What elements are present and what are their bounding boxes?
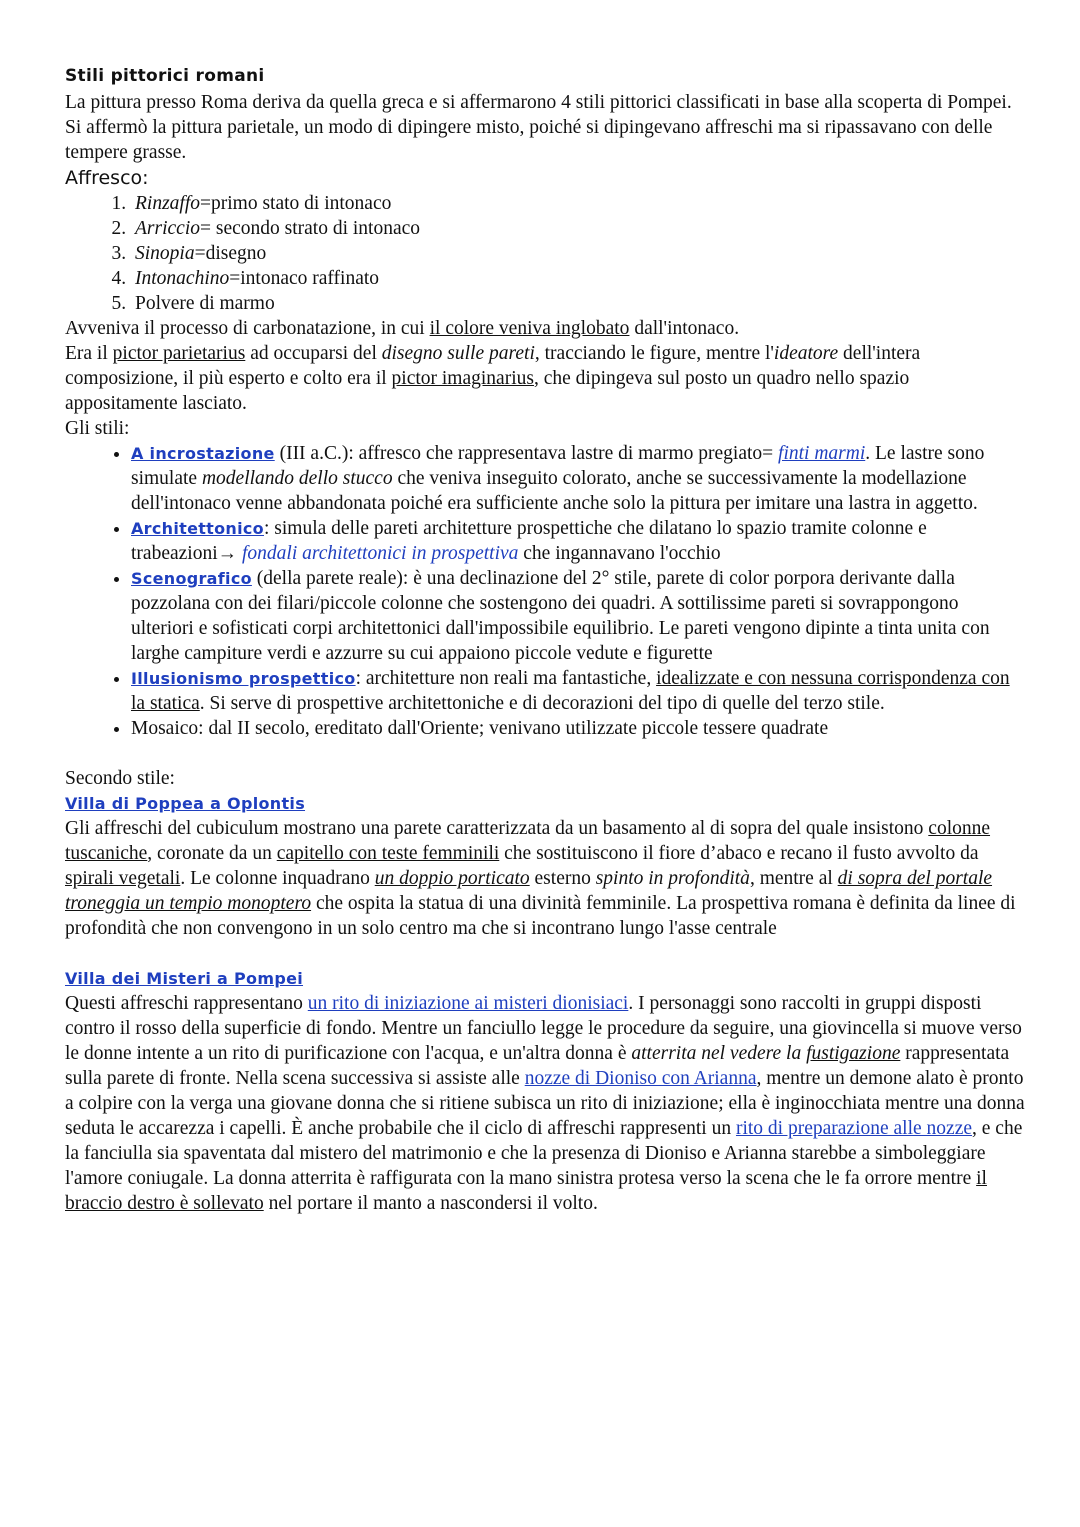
list-item: 4. Intonachino=intonaco raffinato <box>131 266 1025 291</box>
stile-incrostazione: • A incrostazione (III a.C.): affresco che rappresentava lastre di marmo pregiato= finti marmi. Le lastre sono simulate modellando dello stucco che veniva inseguito colorato, anche se successivamente la modellazione dell'intonaco venne abbandonata poiché era sufficiente anche solo la pittura per imitare una lastra in aggetto. <box>131 441 1025 516</box>
misteri-heading: Villa dei Misteri a Pompei <box>65 969 304 988</box>
stile-architettonico-name: Architettonico <box>131 519 264 538</box>
list-item: 2. Arriccio= secondo strato di intonaco <box>131 216 1025 241</box>
list-item: 5. Polvere di marmo <box>131 291 1025 316</box>
affresco-steps-list <box>65 191 1025 316</box>
list-item: 1. Rinzaffo=primo stato di intonaco <box>131 191 1025 216</box>
spacer <box>65 741 1025 766</box>
document-title: Stili pittorici romani <box>65 66 265 86</box>
stile-incrostazione-name: A incrostazione <box>131 444 275 463</box>
stile-scenografico: • Scenografico (della parete reale): è una declinazione del 2° stile, parete di color porpora derivante dalla pozzolana con dei filari/piccole colonne che sostengono dei quadri. A sottilissime pareti si sovrappongono ulteriori e sofisticati corpi architettonici dall'impossibile equilibrio. Le pareti vengono dipinte a tinta unita con larghe campiture verdi e azzurre su cui appaiono piccole vedute e figurette <box>131 566 1025 666</box>
pictor-paragraph: Era il pictor parietarius ad occuparsi del disegno sulle pareti, tracciando le figure, mentre l'ideatore dell'intera composizione, il più esperto e colto era il pictor imaginarius, che dipingeva sul posto un quadro nello spazio appositamente lasciato. <box>65 343 921 414</box>
stili-label: Gli stili: <box>65 418 130 439</box>
stile-architettonico: • Architettonico: simula delle pareti architetture prospettiche che dilatano lo spazio tramite colonne e trabeazioni→ fondali architettonici in prospettiva che ingannavano l'occhio <box>131 516 1025 566</box>
affresco-heading: Affresco: <box>65 167 149 189</box>
misteri-heading-line <box>65 966 1025 991</box>
stile-mosaico: • Mosaico: dal II secolo, ereditato dall'Oriente; venivano utilizzate piccole tessere quadrate <box>131 716 1025 741</box>
stili-list <box>65 441 1025 741</box>
secondo-stile-label: Secondo stile: <box>65 768 175 789</box>
carbonatazione-paragraph: Avveniva il processo di carbonatazione, in cui il colore veniva inglobato dall'intonaco. <box>65 318 740 339</box>
stile-illusionismo: • Illusionismo prospettico: architetture non reali ma fantastiche, idealizzate e con nessuna corrispondenza con la statica. Si serve di prospettive architettoniche e di decorazioni del tipo di quelle del terzo stile. <box>131 666 1025 716</box>
list-item: 3. Sinopia=disegno <box>131 241 1025 266</box>
intro-paragraph-2: Si affermò la pittura parietale, un modo di dipingere misto, poiché si dipingevano affreschi ma si ripassavano con delle tempere grasse. <box>65 117 993 163</box>
spacer <box>65 941 1025 966</box>
oplontis-heading-line <box>65 791 1025 816</box>
stile-scenografico-name: Scenografico <box>131 569 252 588</box>
stile-illusionismo-name: Illusionismo prospettico <box>131 669 356 688</box>
oplontis-paragraph: Gli affreschi del cubiculum mostrano una parete caratterizzata da un basamento al di sopra del quale insistono colonne tuscaniche, coronate da un capitello con teste femminili che sostituiscono il fiore d’abaco e recano il fusto avvolto da spirali vegetali. Le colonne inquadrano un doppio porticato esterno spinto in profondità, mentre al di sopra del portale troneggia un tempio monoptero che ospita la statua di una divinità femminile. La prospettiva romana è definita da linee di profondità che non convengono in un solo centro ma che si incontrano lungo l'asse centrale <box>65 818 1016 939</box>
intro-paragraph-1: La pittura presso Roma deriva da quella greca e si affermarono 4 stili pittorici classificati in base alla scoperta di Pompei. <box>65 92 1012 113</box>
misteri-paragraph: Questi affreschi rappresentano un rito di iniziazione ai misteri dionisiaci. I personaggi sono raccolti in gruppi disposti contro il rosso della superficie di fondo. Mentre un fanciullo legge le procedure da seguire, una giovincella si muove verso le donne intente a un rito di purificazione con l'acqua, e un'altra donna è atterrita nel vedere la fustigazione rappresentata sulla parete di fronte. Nella scena successiva si assiste alle nozze di Dioniso con Arianna, mentre un demone alato è pronto a colpire con la verga una giovane donna che si ritiene subisca un rito di iniziazione; ella è inginocchiata mentre una donna seduta le accarezza i capelli. È anche probabile che il ciclo di affreschi rappresenti un rito di preparazione alle nozze, e che la fanciulla sia spaventata dal mistero del matrimonio e che la presenza di Dioniso e Arianna starebbe a simboleggiare l'amore coniugale. La donna atterrita è raffigurata con la mano sinistra protesa verso la scena che le fa orrore mentre il braccio destro è sollevato nel portare il manto a nascondersi il volto. <box>65 993 1025 1214</box>
document-page <box>65 62 1025 1216</box>
oplontis-heading: Villa di Poppea a Oplontis <box>65 794 306 813</box>
